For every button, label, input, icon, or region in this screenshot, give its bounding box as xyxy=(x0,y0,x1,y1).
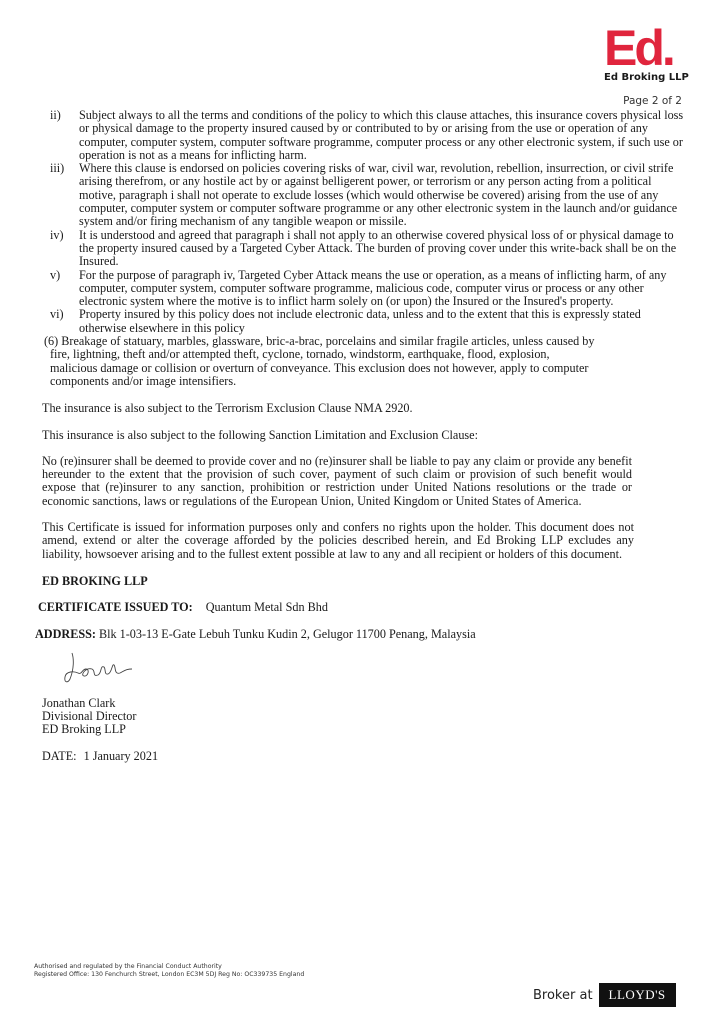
exclusion-line: components and/or image intensifiers. xyxy=(50,373,237,388)
ed-broking-logo xyxy=(604,20,694,83)
clause-text: It is understood and agreed that paragraph i shall not apply to an otherwise covered physical loss of or physical damage to the property insured caused by a Targeted Cyber Attack. The burden of proving cover under this write-back shall be on the Insured. xyxy=(79,227,677,269)
clause-item xyxy=(50,229,688,269)
date-label: DATE: xyxy=(42,748,77,763)
exclusion-line: (6) Breakage of statuary, marbles, glassware, bric-a-brac, porcelains and similar fragile articles, unless caused by xyxy=(44,334,595,349)
certificate-disclaimer-paragraph: This Certificate is issued for information purposes only and confers no rights upon the holder. This document does not amend, extend or alter the coverage afforded by the policies described herein, and Ed Broking LLP excludes any liability, howsoever arising and to the fullest extent possible at law to any and all recipient or holders of this document. xyxy=(42,520,634,561)
exclusion-line: malicious damage or collision or overturn of conveyance. This exclusion does not however, apply to computer xyxy=(50,360,589,375)
issued-to-label: CERTIFICATE ISSUED TO: xyxy=(38,600,193,615)
sanction-intro-paragraph: This insurance is also subject to the following Sanction Limitation and Exclusion Clause: xyxy=(42,427,478,442)
footer-regulation-text: Authorised and regulated by the Financial Conduct Authority xyxy=(34,963,222,970)
clause-list xyxy=(50,109,688,335)
clause-number: iii) xyxy=(50,161,65,176)
signature-image xyxy=(60,649,140,689)
clause-item xyxy=(50,308,688,335)
clause-number: ii) xyxy=(50,108,61,122)
issued-to-line xyxy=(38,601,688,614)
signatory-company: ED Broking LLP xyxy=(42,722,126,737)
date-line xyxy=(42,750,688,763)
address-label: ADDRESS: xyxy=(35,626,96,641)
footer-registration xyxy=(34,963,304,979)
clause-number: v) xyxy=(50,267,61,282)
issuer-company: ED BROKING LLP xyxy=(42,573,148,588)
address-line xyxy=(35,628,688,641)
page-number: Page 2 of 2 xyxy=(623,95,682,107)
clause-number: vi) xyxy=(50,307,64,322)
address-value: Blk 1-03-13 E-Gate Lebuh Tunku Kudin 2, Gelugor 11700 Penang, Malaysia xyxy=(99,626,476,641)
broker-at-lloyds-badge xyxy=(533,983,676,1007)
sanction-clause-paragraph: No (re)insurer shall be deemed to provide cover and no (re)insurer shall be liable to pay any claim or provide any benefit hereunder to the extent that the provision of such cover, payment of such claim or provision of such benefit would expose that (re)insurer to any sanction, prohibition or restriction under United Nations resolutions or the trade or economic sanctions, laws or regulations of the European Union, United Kingdom or United States of America. xyxy=(42,453,632,508)
signatory-title: Divisional Director xyxy=(42,709,137,724)
signatory-name: Jonathan Clark xyxy=(42,695,116,710)
clause-text: Property insured by this policy does not include electronic data, unless and to the extent that this is expressly stated otherwise elsewhere in this policy xyxy=(79,307,641,335)
logo-company-name: Ed Broking LLP xyxy=(604,72,689,83)
terrorism-clause-paragraph: The insurance is also subject to the Terrorism Exclusion Clause NMA 2920. xyxy=(42,401,413,416)
logo-mark: Ed. xyxy=(604,20,673,76)
lloyds-logo: LLOYD'S xyxy=(599,983,676,1007)
clause-item xyxy=(50,109,688,162)
broker-at-text: Broker at xyxy=(533,987,593,1003)
signatory-block xyxy=(42,697,688,737)
issued-to-value: Quantum Metal Sdn Bhd xyxy=(205,600,328,615)
clause-item xyxy=(50,269,688,309)
clause-item xyxy=(50,162,688,228)
document-body xyxy=(35,108,688,763)
clause-text: Where this clause is endorsed on policies covering risks of war, civil war, revolution, rebellion, insurrection, or civil strife arising therefrom, or any hostile act by or against belligerent power, or terrorism or any person acting from a political motive, paragraph i shall not operate to exclude losses (which would otherwise be covered) arising from the use of any computer, computer system or computer software programme or any other electronic system in the launch and/or guidance system and/or firing mechanism of any tangible weapon or missile. xyxy=(79,161,678,229)
clause-text: For the purpose of paragraph iv, Targeted Cyber Attack means the use or operation, as a means of inflicting harm, of any computer, computer system, computer software programme, malicious code, computer virus or process or any other electronic system where the motive is to inflict harm solely on (or upon) the Insured or the Insured's property. xyxy=(79,267,667,309)
exclusion-item-6 xyxy=(44,335,664,388)
clause-text: Subject always to all the terms and conditions of the policy to which this clause attaches, this insurance covers physical loss or physical damage to the property insured caused by or contributed to by or arising from the use or operation of any computer, computer system, computer software programme, computer process or any other electronic system, if such use or operation is not as a means for inflicting harm. xyxy=(79,108,684,162)
exclusion-line: fire, lightning, theft and/or attempted theft, cyclone, tornado, windstorm, earthquake, flood, explosion, xyxy=(50,347,550,362)
clause-number: iv) xyxy=(50,227,64,242)
footer-registered-office: Registered Office: 130 Fenchurch Street, London EC3M 5DJ Reg No: OC339735 England xyxy=(34,971,305,978)
date-value: 1 January 2021 xyxy=(83,748,159,763)
